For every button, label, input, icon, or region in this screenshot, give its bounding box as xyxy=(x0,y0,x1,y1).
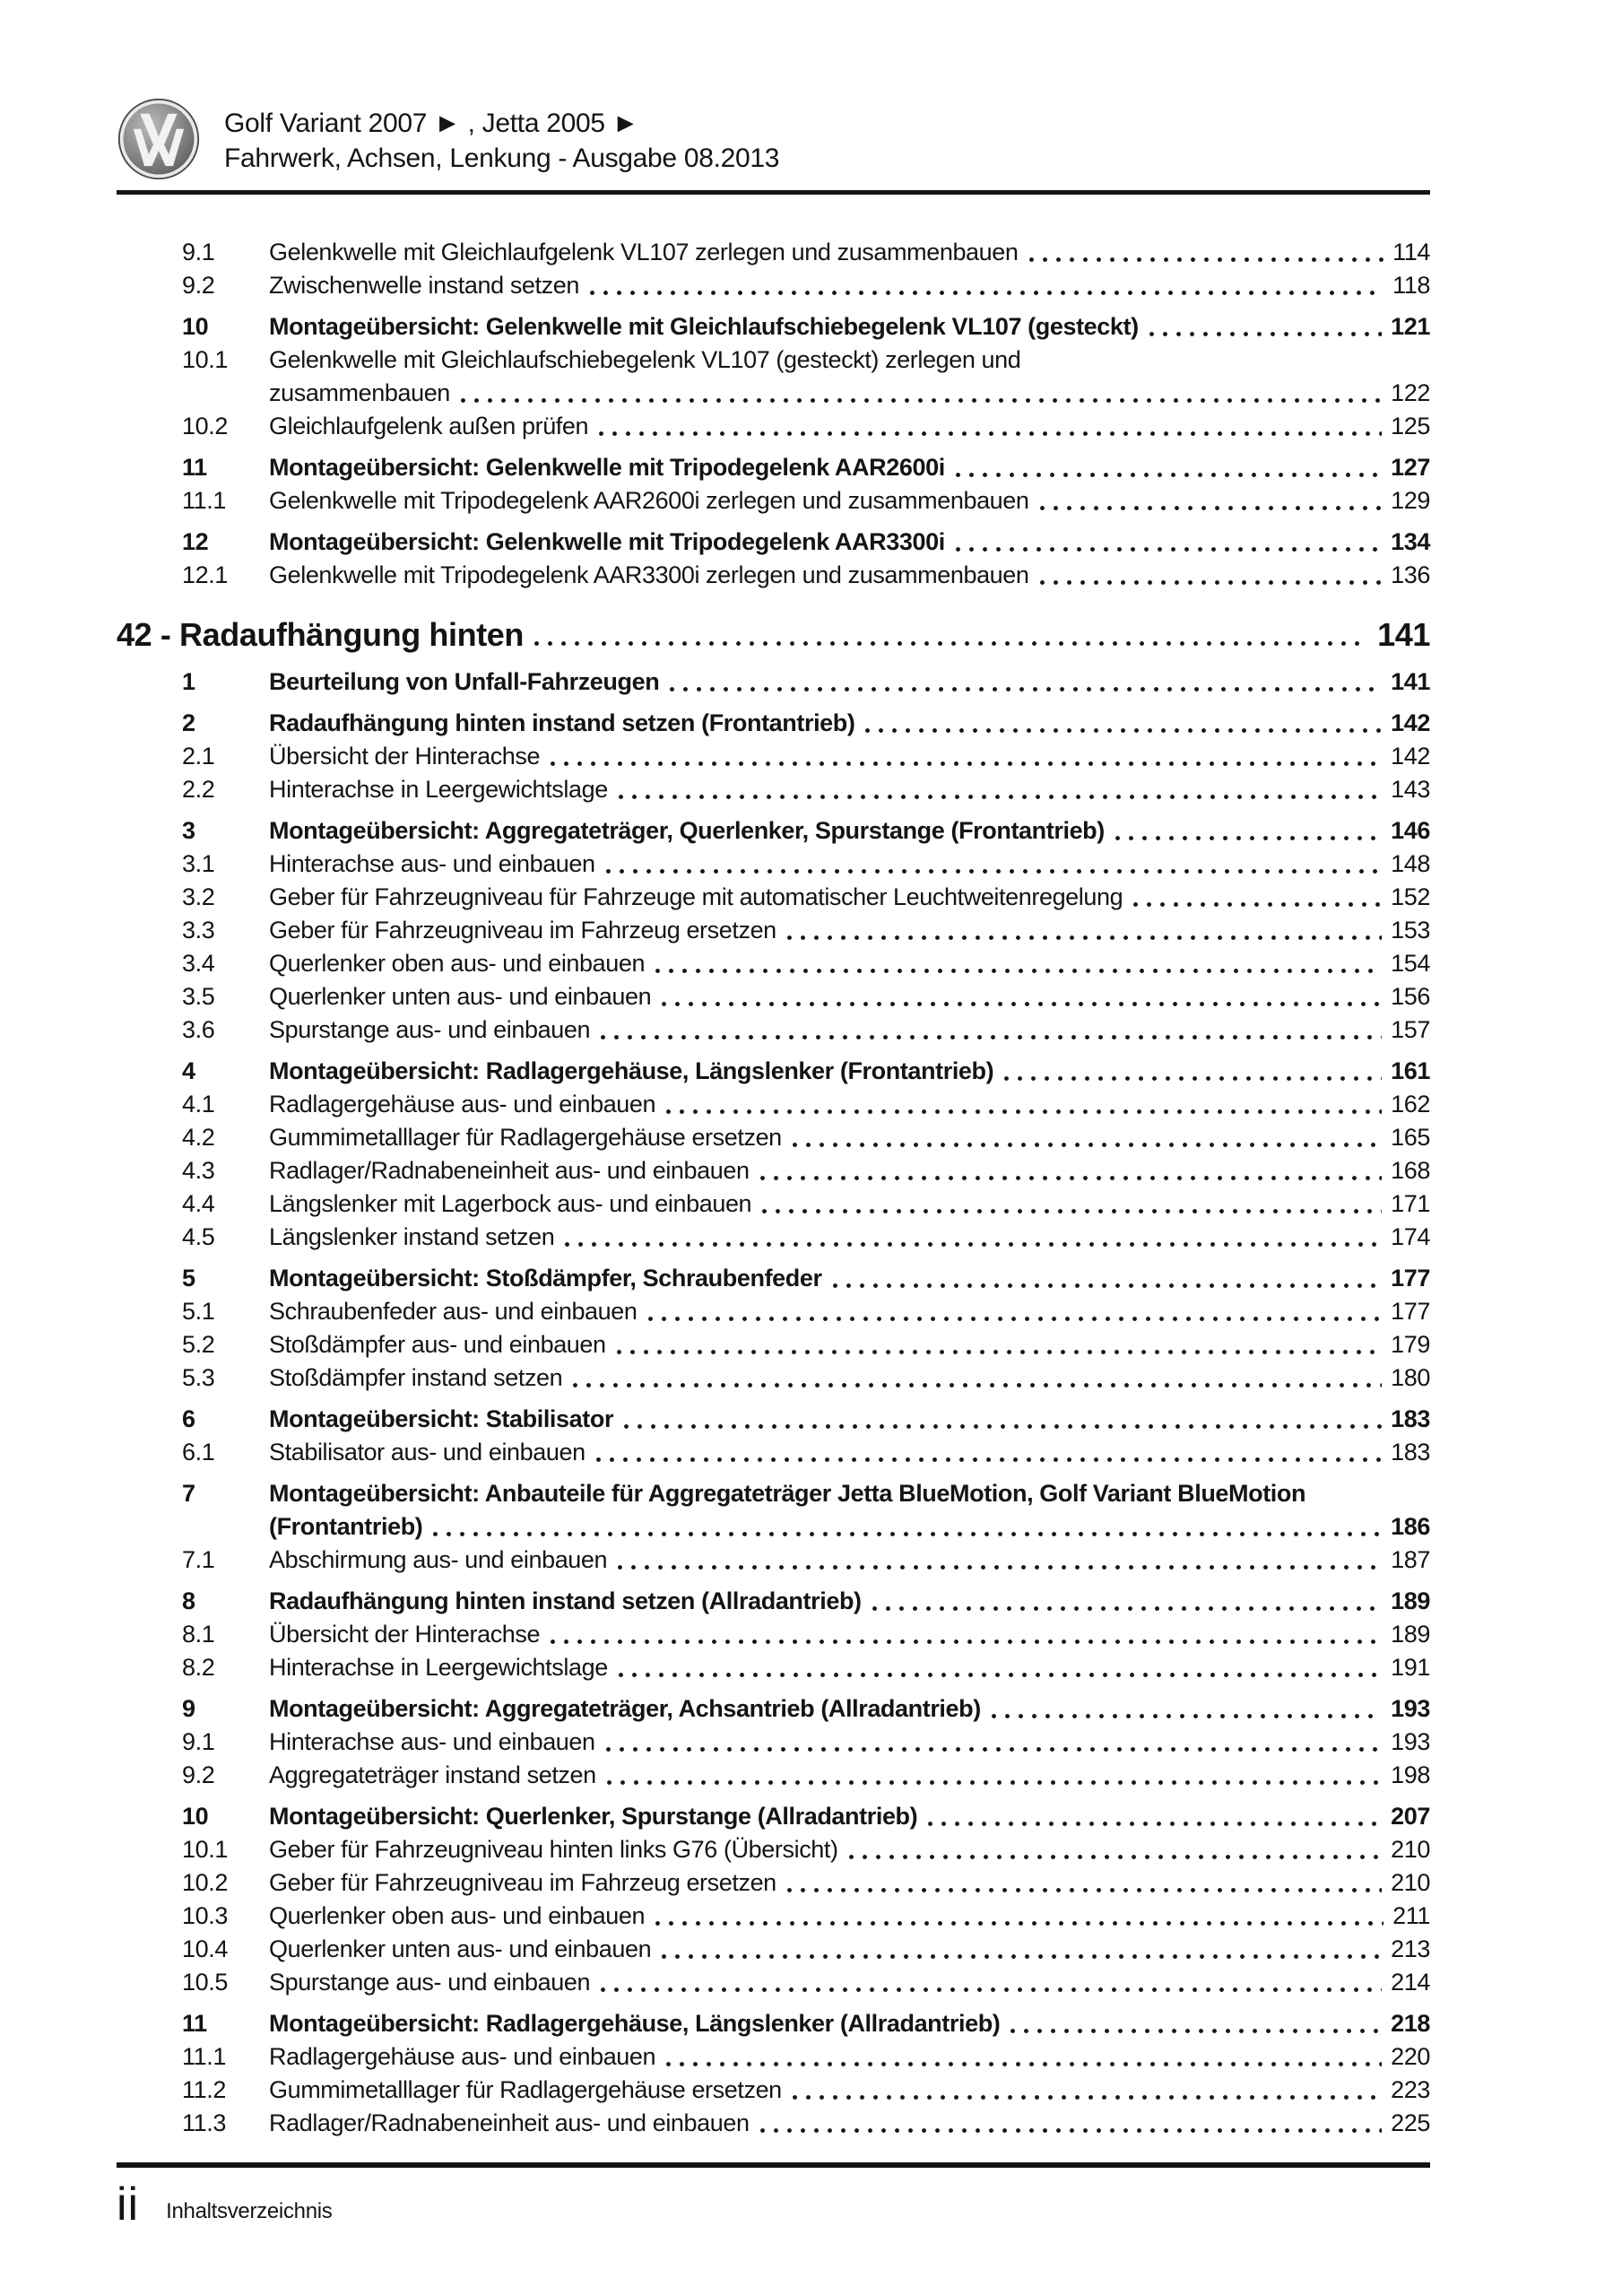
toc-entry-page: 214 xyxy=(1391,1969,1430,1996)
vw-logo-icon xyxy=(117,97,201,181)
toc-dot-leader xyxy=(534,641,1368,647)
toc-dot-leader xyxy=(793,2095,1382,2100)
toc-dot-leader xyxy=(670,687,1382,692)
toc-entry-number: 5.2 xyxy=(182,1331,215,1358)
toc-entry-page: 210 xyxy=(1391,1869,1430,1896)
toc-entry-number: 9.1 xyxy=(182,239,215,265)
toc-dot-leader xyxy=(433,1532,1382,1537)
toc-entry-number: 10.1 xyxy=(182,1836,228,1863)
toc-entry xyxy=(117,269,1430,302)
toc-entry-page: 193 xyxy=(1391,1695,1430,1722)
toc-entry xyxy=(117,451,1430,484)
toc-entry-page: 142 xyxy=(1391,709,1430,736)
toc-entry xyxy=(117,526,1430,559)
toc-entry-page: 211 xyxy=(1392,1902,1430,1929)
toc-entry xyxy=(117,740,1430,773)
footer-rule xyxy=(117,2162,1430,2168)
toc-entry-number: 8.1 xyxy=(182,1621,215,1648)
toc-dot-leader xyxy=(928,1822,1382,1827)
toc-entry-title: (Frontantrieb) xyxy=(269,1513,423,1540)
toc-entry-number: 10.4 xyxy=(182,1935,228,1962)
toc-dot-leader xyxy=(617,1350,1382,1355)
toc-entry xyxy=(117,1221,1430,1254)
toc-entry-title: Zwischenwelle instand setzen xyxy=(269,272,579,299)
toc-dot-leader xyxy=(956,547,1382,552)
toc-entry-page: 180 xyxy=(1391,1364,1430,1391)
toc-dot-leader xyxy=(793,1143,1382,1148)
toc-entry-number: 7 xyxy=(182,1480,195,1507)
toc-entry-number: 7.1 xyxy=(182,1546,215,1573)
toc-entry-title: Übersicht der Hinterachse xyxy=(269,743,541,770)
toc-entry xyxy=(117,1055,1430,1088)
toc-entry xyxy=(117,1900,1430,1933)
toc-entry-title: Geber für Fahrzeugniveau im Fahrzeug ersetzen xyxy=(269,1869,776,1896)
toc-entry-title: Spurstange aus- und einbauen xyxy=(269,1969,591,1996)
toc-entry-page: 146 xyxy=(1391,817,1430,844)
toc-dot-leader xyxy=(1004,1076,1382,1082)
toc-entry-title: Montageübersicht: Gelenkwelle mit Tripodegelenk AAR2600i xyxy=(269,454,945,481)
toc-entry-number: 3.1 xyxy=(182,850,215,877)
toc-entry-title: Radaufhängung hinten instand setzen (Allradantrieb) xyxy=(269,1587,862,1614)
toc-entry-title: Montageübersicht: Gelenkwelle mit Tripodegelenk AAR3300i xyxy=(269,528,945,555)
header-rule xyxy=(117,190,1430,195)
toc-entry-number: 6.1 xyxy=(182,1439,215,1465)
toc-entry xyxy=(117,559,1430,592)
toc-entry-page: 114 xyxy=(1392,239,1430,265)
toc-entry-title: Geber für Fahrzeugniveau im Fahrzeug ersetzen xyxy=(269,917,776,944)
toc-entry-number: 8.2 xyxy=(182,1654,215,1681)
toc-entry-number: 5 xyxy=(182,1265,195,1292)
toc-dot-leader xyxy=(1040,580,1383,586)
toc-entry-number: 4 xyxy=(182,1057,195,1084)
toc-entry-page: 127 xyxy=(1391,454,1430,481)
toc-entry-title: Stoßdämpfer aus- und einbauen xyxy=(269,1331,606,1358)
toc-entry-number: 2 xyxy=(182,709,195,736)
toc-dot-leader xyxy=(1029,257,1384,263)
toc-entry xyxy=(117,310,1430,344)
toc-entry xyxy=(117,914,1430,947)
toc-dot-leader xyxy=(606,869,1382,874)
toc-entry-number: 4.4 xyxy=(182,1190,215,1217)
toc-entry-title: Gelenkwelle mit Tripodegelenk AAR2600i zerlegen und zusammenbauen xyxy=(269,487,1029,514)
toc-dot-leader xyxy=(956,473,1382,478)
toc-dot-leader xyxy=(619,795,1382,800)
toc-entry xyxy=(117,1585,1430,1618)
toc-entry xyxy=(117,236,1430,269)
toc-entry-number: 3.6 xyxy=(182,1016,215,1043)
toc-dot-leader xyxy=(565,1242,1382,1248)
toc-entry-title: Montageübersicht: Radlagergehäuse, Längslenker (Allradantrieb) xyxy=(269,2010,1001,2037)
toc-entry-number: 3.2 xyxy=(182,883,215,910)
toc-dot-leader xyxy=(590,291,1383,296)
toc-entry-title: Gleichlaufgelenk außen prüfen xyxy=(269,413,589,439)
toc-entry-page: 171 xyxy=(1391,1190,1430,1217)
toc-entry-number: 4.2 xyxy=(182,1124,215,1151)
toc-entry-title: Stoßdämpfer instand setzen xyxy=(269,1364,563,1391)
toc-dot-leader xyxy=(833,1283,1383,1289)
toc-entry-page: 177 xyxy=(1391,1265,1430,1292)
toc-dot-leader xyxy=(1040,506,1383,511)
toc-dot-leader xyxy=(618,1565,1382,1570)
toc-entry-title: Hinterachse aus- und einbauen xyxy=(269,1728,595,1755)
toc-entry-title: Spurstange aus- und einbauen xyxy=(269,1016,591,1043)
toc-dot-leader xyxy=(648,1317,1383,1322)
toc-entry-page: 118 xyxy=(1392,272,1430,299)
toc-dot-leader xyxy=(573,1383,1382,1388)
toc-entry-title: Radlager/Radnabeneinheit aus- und einbauen xyxy=(269,1157,750,1184)
toc-entry-page: 191 xyxy=(1391,1654,1430,1681)
toc-entry-page: 121 xyxy=(1391,313,1430,340)
toc-entry xyxy=(117,1262,1430,1295)
toc-entry-number: 9.2 xyxy=(182,272,215,299)
toc-entry-title: Montageübersicht: Gelenkwelle mit Gleichlaufschiebegelenk VL107 (gesteckt) xyxy=(269,313,1139,340)
toc-dot-leader xyxy=(762,1209,1382,1214)
toc-entry xyxy=(117,1866,1430,1900)
toc-entry xyxy=(117,814,1430,848)
toc-entry-title: Stabilisator aus- und einbauen xyxy=(269,1439,585,1465)
toc-dot-leader xyxy=(601,1987,1382,1993)
toc-entry-number: 11.2 xyxy=(182,2076,226,2103)
toc-entry-page: 165 xyxy=(1391,1124,1430,1151)
toc-entry-title: Querlenker oben aus- und einbauen xyxy=(269,950,646,977)
toc-entry-page: 125 xyxy=(1391,413,1430,439)
toc-entry-title: Hinterachse in Leergewichtslage xyxy=(269,1654,608,1681)
toc-entry-number: 3.3 xyxy=(182,917,215,944)
toc-entry-title: Geber für Fahrzeugniveau für Fahrzeuge mit automatischer Leuchtweitenregelung xyxy=(269,883,1123,910)
toc-entry-page: 152 xyxy=(1391,883,1430,910)
toc-entry-number: 10.3 xyxy=(182,1902,228,1929)
toc-entry-page: 207 xyxy=(1391,1803,1430,1830)
toc-entry-page: 134 xyxy=(1391,528,1430,555)
toc-entry xyxy=(117,1726,1430,1759)
header-model-line: Golf Variant 2007 ► , Jetta 2005 ► xyxy=(224,109,639,138)
toc-entry-number: 8 xyxy=(182,1587,195,1614)
toc-entry xyxy=(117,1403,1430,1436)
toc-entry-page: 129 xyxy=(1391,487,1430,514)
toc-entry-number: 10 xyxy=(182,313,209,340)
toc-entry xyxy=(117,947,1430,980)
toc-dot-leader xyxy=(655,1921,1383,1926)
toc-dot-leader xyxy=(619,1673,1382,1678)
toc-dot-leader xyxy=(787,1888,1382,1893)
toc-entry-page: 187 xyxy=(1391,1546,1430,1573)
toc-entry-number: 5.1 xyxy=(182,1298,215,1325)
toc-entry xyxy=(117,410,1430,443)
toc-entry xyxy=(117,1013,1430,1047)
toc-entry xyxy=(117,1477,1430,1544)
toc-entry xyxy=(117,1651,1430,1684)
toc-entry-title: Gummimetalllager für Radlagergehäuse ersetzen xyxy=(269,2076,782,2103)
toc-entry-page: 141 xyxy=(1391,668,1430,695)
toc-entry xyxy=(117,344,1430,410)
toc-entry-title: Schraubenfeder aus- und einbauen xyxy=(269,1298,638,1325)
page-header xyxy=(117,93,1430,181)
toc-entry-title: Querlenker unten aus- und einbauen xyxy=(269,983,652,1010)
toc-entry xyxy=(117,881,1430,914)
toc-entry-page: 225 xyxy=(1391,2109,1430,2136)
toc-dot-leader xyxy=(662,1954,1382,1960)
toc-entry xyxy=(117,1800,1430,1833)
toc-entry-page: 213 xyxy=(1391,1935,1430,1962)
toc-dot-leader xyxy=(606,1747,1382,1752)
toc-dot-leader xyxy=(551,761,1382,767)
toc-dot-leader xyxy=(601,1035,1382,1040)
toc-entry-page: 141 xyxy=(1377,616,1430,653)
toc-entry-title: Montageübersicht: Querlenker, Spurstange (Allradantrieb) xyxy=(269,1803,918,1830)
toc-dot-leader xyxy=(624,1424,1382,1430)
toc-entry xyxy=(117,773,1430,806)
toc-dot-leader xyxy=(1133,902,1382,908)
toc-entry-title: Hinterachse aus- und einbauen xyxy=(269,850,595,877)
toc-entry-number: 2.2 xyxy=(182,776,215,803)
toc-dot-leader xyxy=(992,1714,1382,1719)
toc-entry-title: Radaufhängung hinten instand setzen (Frontantrieb) xyxy=(269,709,855,736)
toc-chapter-heading xyxy=(117,615,1430,655)
toc-entry-title: Montageübersicht: Radlagergehäuse, Längslenker (Frontantrieb) xyxy=(269,1057,994,1084)
toc-entry-title: Längslenker mit Lagerbock aus- und einbauen xyxy=(269,1190,752,1217)
toc-entry-number: 12.1 xyxy=(182,561,228,588)
toc-entry-title-line1: Montageübersicht: Anbauteile für Aggregateträger Jetta BlueMotion, Golf Variant BlueMotion xyxy=(269,1480,1306,1507)
toc-dot-leader xyxy=(599,431,1382,437)
toc-dot-leader xyxy=(760,2128,1383,2134)
toc-entry xyxy=(117,665,1430,699)
toc-entry xyxy=(117,1759,1430,1792)
toc-entry xyxy=(117,1618,1430,1651)
footer-label: Inhaltsverzeichnis xyxy=(166,2199,333,2223)
toc-entry xyxy=(117,484,1430,517)
toc-entry-page: 218 xyxy=(1391,2010,1430,2037)
toc-entry-number: 10 xyxy=(182,1803,209,1830)
toc-entry-number: 10.2 xyxy=(182,413,228,439)
toc-entry-number: 11 xyxy=(182,454,207,481)
toc-entry-title: Gummimetalllager für Radlagergehäuse ersetzen xyxy=(269,1124,782,1151)
toc-entry-number: 11 xyxy=(182,2010,207,2037)
toc-entry-number: 11.3 xyxy=(182,2109,226,2136)
toc-entry xyxy=(117,2040,1430,2074)
toc-entry-page: 142 xyxy=(1391,743,1430,770)
toc-entry-page: 174 xyxy=(1391,1223,1430,1250)
toc-entry xyxy=(117,1187,1430,1221)
toc-entry-page: 220 xyxy=(1391,2043,1430,2070)
toc-entry-page: 177 xyxy=(1391,1298,1430,1325)
toc-entry-page: 154 xyxy=(1391,950,1430,977)
toc-entry-page: 223 xyxy=(1391,2076,1430,2103)
toc-entry xyxy=(117,1692,1430,1726)
toc-entry-number: 12 xyxy=(182,528,209,555)
toc-entry-title: Längslenker instand setzen xyxy=(269,1223,555,1250)
toc-dot-leader xyxy=(596,1457,1382,1463)
toc-entry-title: Montageübersicht: Aggregateträger, Achsantrieb (Allradantrieb) xyxy=(269,1695,981,1722)
toc-entry-title: Geber für Fahrzeugniveau hinten links G76 (Übersicht) xyxy=(269,1836,838,1863)
toc-entry-number: 3 xyxy=(182,817,195,844)
toc-entry-title: Gelenkwelle mit Gleichlaufgelenk VL107 zerlegen und zusammenbauen xyxy=(269,239,1019,265)
toc-entry-page: 148 xyxy=(1391,850,1430,877)
toc-entry-number: 9.2 xyxy=(182,1761,215,1788)
toc-entry xyxy=(117,2007,1430,2040)
header-text xyxy=(224,93,779,181)
toc-entry-page: 179 xyxy=(1391,1331,1430,1358)
toc-entry-title: Übersicht der Hinterachse xyxy=(269,1621,541,1648)
toc-dot-leader xyxy=(607,1780,1382,1786)
toc-dot-leader xyxy=(662,1002,1382,1007)
toc-entry-page: 183 xyxy=(1391,1405,1430,1432)
toc-entry xyxy=(117,1544,1430,1577)
toc-dot-leader xyxy=(787,935,1382,941)
toc-dot-leader xyxy=(666,1109,1382,1115)
toc-entry-title: Montageübersicht: Stoßdämpfer, Schraubenfeder xyxy=(269,1265,822,1292)
toc-entry-title-line1: Gelenkwelle mit Gleichlaufschiebegelenk VL107 (gesteckt) zerlegen und xyxy=(269,346,1021,373)
header-title-line: Fahrwerk, Achsen, Lenkung - Ausgabe 08.2013 xyxy=(224,144,780,173)
toc-entry-title: Radlagergehäuse aus- und einbauen xyxy=(269,1091,656,1118)
toc-entry-page: 161 xyxy=(1391,1057,1430,1084)
toc-entry-title: Hinterachse in Leergewichtslage xyxy=(269,776,608,803)
toc-entry xyxy=(117,1833,1430,1866)
toc-entry-page: 198 xyxy=(1391,1761,1430,1788)
toc-dot-leader xyxy=(461,398,1382,404)
toc-entry-page: 153 xyxy=(1391,917,1430,944)
toc-entry-title: Gelenkwelle mit Tripodegelenk AAR3300i zerlegen und zusammenbauen xyxy=(269,561,1029,588)
toc-entry-number: 2.1 xyxy=(182,743,215,770)
toc-entry-number: 11.1 xyxy=(182,487,226,514)
toc-entry-title: Querlenker unten aus- und einbauen xyxy=(269,1935,652,1962)
toc-entry xyxy=(117,1436,1430,1469)
toc-entry-number: 9 xyxy=(182,1695,195,1722)
toc-entry-title: Querlenker oben aus- und einbauen xyxy=(269,1902,646,1929)
toc-entry-page: 193 xyxy=(1391,1728,1430,1755)
toc-entry-page: 189 xyxy=(1391,1587,1430,1614)
toc-entry-number: 11.1 xyxy=(182,2043,226,2070)
toc-entry-title: Radlagergehäuse aus- und einbauen xyxy=(269,2043,656,2070)
toc-entry-page: 136 xyxy=(1391,561,1430,588)
toc-entry xyxy=(117,1933,1430,1966)
toc-entry xyxy=(117,1361,1430,1395)
toc-dot-leader xyxy=(849,1855,1383,1860)
toc-entry xyxy=(117,848,1430,881)
toc-entry-title: Abschirmung aus- und einbauen xyxy=(269,1546,608,1573)
toc-dot-leader xyxy=(760,1176,1383,1181)
toc-dot-leader xyxy=(1010,2029,1382,2034)
toc-dot-leader xyxy=(655,969,1382,974)
toc-entry-title: Aggregateträger instand setzen xyxy=(269,1761,596,1788)
toc-entry-page: 156 xyxy=(1391,983,1430,1010)
toc-entry-number: 10.5 xyxy=(182,1969,228,1996)
toc-entry-page: 157 xyxy=(1391,1016,1430,1043)
toc-entry-page: 189 xyxy=(1391,1621,1430,1648)
toc-dot-leader xyxy=(865,728,1382,734)
toc-dot-leader xyxy=(1149,332,1382,337)
toc-dot-leader xyxy=(872,1606,1383,1612)
toc-entry-title: Montageübersicht: Aggregateträger, Querlenker, Spurstange (Frontantrieb) xyxy=(269,817,1105,844)
toc-entry xyxy=(117,2074,1430,2107)
toc-entry-page: 122 xyxy=(1391,379,1430,406)
toc-entry-number: 5.3 xyxy=(182,1364,215,1391)
toc-entry-number: 4.1 xyxy=(182,1091,215,1118)
toc-entry-title: zusammenbauen xyxy=(269,379,450,406)
toc-list xyxy=(117,236,1430,2140)
footer-page-number: ii xyxy=(117,2179,140,2231)
toc-entry xyxy=(117,1088,1430,1121)
toc-entry xyxy=(117,1121,1430,1154)
toc-entry-number: 1 xyxy=(182,668,195,695)
toc-entry-number: 3.5 xyxy=(182,983,215,1010)
toc-dot-leader xyxy=(1115,836,1382,841)
toc-dot-leader xyxy=(666,2062,1382,2067)
toc-entry xyxy=(117,1154,1430,1187)
toc-entry-number: 6 xyxy=(182,1405,195,1432)
toc-entry-number: 4.5 xyxy=(182,1223,215,1250)
toc-entry-page: 162 xyxy=(1391,1091,1430,1118)
toc-entry-number: 4.3 xyxy=(182,1157,215,1184)
toc-entry-number: 10.2 xyxy=(182,1869,228,1896)
toc-entry-number: 10.1 xyxy=(182,346,228,373)
toc-entry-title: Montageübersicht: Stabilisator xyxy=(269,1405,614,1432)
toc-entry xyxy=(117,980,1430,1013)
toc-entry-number: 3.4 xyxy=(182,950,215,977)
toc-entry xyxy=(117,1295,1430,1328)
toc-entry-number: 9.1 xyxy=(182,1728,215,1755)
toc-entry-title: Radlager/Radnabeneinheit aus- und einbauen xyxy=(269,2109,750,2136)
toc-entry xyxy=(117,1966,1430,1999)
page-footer xyxy=(117,2179,333,2231)
toc-entry-page: 183 xyxy=(1391,1439,1430,1465)
toc-entry-page: 186 xyxy=(1391,1513,1430,1540)
toc-entry xyxy=(117,2107,1430,2140)
toc-dot-leader xyxy=(551,1639,1382,1645)
toc-entry-page: 210 xyxy=(1391,1836,1430,1863)
toc-entry xyxy=(117,1328,1430,1361)
toc-entry-title: Beurteilung von Unfall-Fahrzeugen xyxy=(269,668,660,695)
toc-entry-page: 168 xyxy=(1391,1157,1430,1184)
toc-chapter-label: 42 - Radaufhängung hinten xyxy=(117,616,524,653)
toc-entry-page: 143 xyxy=(1391,776,1430,803)
toc-entry xyxy=(117,707,1430,740)
